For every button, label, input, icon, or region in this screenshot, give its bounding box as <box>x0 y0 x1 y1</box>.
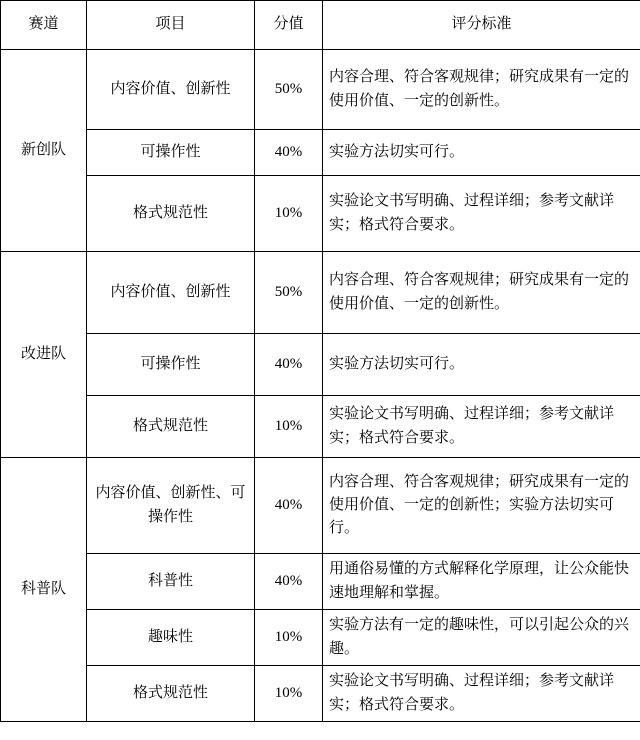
table-row <box>1 458 640 554</box>
column-header-criteria: 评分标准 <box>323 1 640 50</box>
item-cell: 内容价值、创新性、可操作性 <box>87 458 255 554</box>
table-row <box>1 334 640 396</box>
criteria-cell: 内容合理、符合客观规律；研究成果有一定的使用价值、一定的创新性。 <box>323 252 640 334</box>
criteria-cell: 实验方法有一定的趣味性，可以引起公众的兴趣。 <box>323 610 640 666</box>
criteria-cell: 用通俗易懂的方式解释化学原理，让公众能快速地理解和掌握。 <box>323 554 640 610</box>
table-header <box>1 1 640 50</box>
table-row <box>1 50 640 130</box>
criteria-cell: 内容合理、符合客观规律；研究成果有一定的使用价值、一定的创新性；实验方法切实可行。 <box>323 458 640 554</box>
score-cell: 50% <box>255 50 323 130</box>
criteria-cell: 实验论文书写明确、过程详细；参考文献详实；格式符合要求。 <box>323 396 640 458</box>
item-cell: 内容价值、创新性 <box>87 252 255 334</box>
table-row <box>1 396 640 458</box>
criteria-cell: 内容合理、符合客观规律；研究成果有一定的使用价值、一定的创新性。 <box>323 50 640 130</box>
criteria-cell: 实验论文书写明确、过程详细；参考文献详实；格式符合要求。 <box>323 176 640 252</box>
table-header-row <box>1 1 640 50</box>
item-cell: 科普性 <box>87 554 255 610</box>
criteria-cell: 实验论文书写明确、过程详细；参考文献详实；格式符合要求。 <box>323 666 640 722</box>
score-cell: 40% <box>255 458 323 554</box>
item-cell: 格式规范性 <box>87 666 255 722</box>
score-cell: 40% <box>255 130 323 176</box>
score-cell: 10% <box>255 610 323 666</box>
table-row <box>1 252 640 334</box>
score-cell: 10% <box>255 666 323 722</box>
item-cell: 趣味性 <box>87 610 255 666</box>
score-cell: 10% <box>255 176 323 252</box>
item-cell: 格式规范性 <box>87 396 255 458</box>
item-cell: 可操作性 <box>87 130 255 176</box>
item-cell: 可操作性 <box>87 334 255 396</box>
criteria-cell: 实验方法切实可行。 <box>323 130 640 176</box>
score-cell: 50% <box>255 252 323 334</box>
score-cell: 40% <box>255 554 323 610</box>
item-cell: 格式规范性 <box>87 176 255 252</box>
track-cell: 新创队 <box>1 50 87 252</box>
item-cell: 内容价值、创新性 <box>87 50 255 130</box>
track-cell: 科普队 <box>1 458 87 722</box>
table-body <box>1 50 640 722</box>
table-row <box>1 176 640 252</box>
table-row <box>1 666 640 722</box>
column-header-item: 项目 <box>87 1 255 50</box>
score-cell: 40% <box>255 334 323 396</box>
criteria-cell: 实验方法切实可行。 <box>323 334 640 396</box>
column-header-track: 赛道 <box>1 1 87 50</box>
track-cell: 改进队 <box>1 252 87 458</box>
score-cell: 10% <box>255 396 323 458</box>
column-header-score: 分值 <box>255 1 323 50</box>
table-row <box>1 554 640 610</box>
table-row <box>1 130 640 176</box>
table-row <box>1 610 640 666</box>
